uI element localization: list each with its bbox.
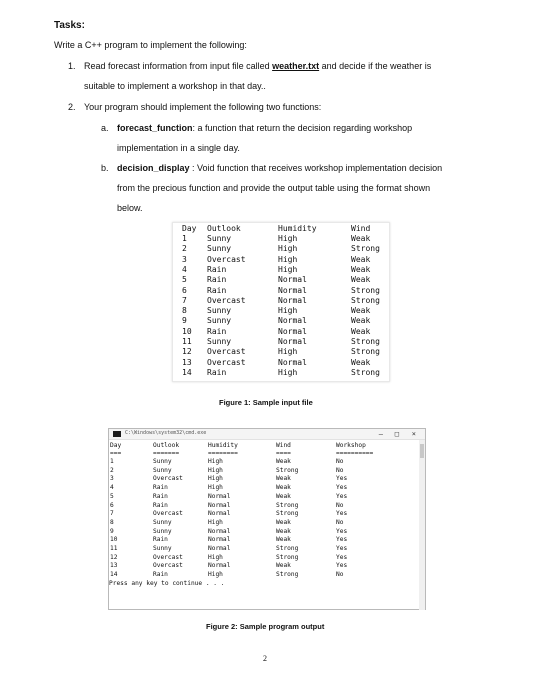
- input-row-4-cell-3: Weak: [351, 264, 371, 274]
- output-row-14-cell-1: Rain: [153, 571, 168, 579]
- output-row-2-cell-4: No: [336, 466, 344, 474]
- input-row-6-cell-2: Normal: [278, 285, 307, 295]
- weather-file-name: weather.txt: [272, 61, 320, 71]
- input-row-5-cell-2: Normal: [278, 275, 307, 285]
- output-row-12-cell-2: High: [208, 553, 223, 561]
- task-1-text-post: and decide if the weather is: [319, 61, 432, 71]
- output-header-row-cell-3: Wind: [276, 442, 291, 449]
- figure-2-caption: Figure 2: Sample program output: [206, 622, 325, 631]
- output-row-13-cell-3: Weak: [276, 562, 291, 570]
- output-row-4-cell-2: High: [208, 484, 223, 492]
- task-2b-line-2: from the precious function and provide the output table using the format shown: [117, 183, 431, 193]
- cmd-icon: [113, 431, 121, 437]
- output-row-12-cell-0: 12: [110, 553, 118, 561]
- tasks-heading: Tasks:: [54, 20, 85, 31]
- figure-1-caption: Figure 1: Sample input file: [219, 398, 313, 407]
- task-2-text: Your program should implement the following two functions:: [84, 102, 322, 112]
- input-row-2-cell-1: Sunny: [207, 244, 232, 254]
- output-row-7-cell-0: 7: [110, 510, 114, 518]
- input-row-1-cell-2: High: [278, 234, 298, 243]
- input-row-8-cell-3: Weak: [351, 306, 371, 316]
- output-row-14-cell-4: No: [336, 571, 344, 579]
- close-button[interactable]: ×: [411, 430, 416, 438]
- output-row-14-cell-0: 14: [110, 571, 118, 579]
- output-row-8-cell-0: 8: [110, 518, 114, 526]
- output-row-3-cell-0: 3: [110, 475, 114, 483]
- output-row-13-cell-2: Normal: [208, 562, 231, 570]
- output-row-1-cell-0: 1: [110, 458, 114, 465]
- input-row-5-cell-0: 5: [182, 275, 187, 285]
- output-row-10-cell-2: Normal: [208, 536, 231, 544]
- task-1: [68, 56, 494, 96]
- output-row-5-cell-1: Rain: [153, 492, 168, 500]
- input-header-row-cell-0: Day: [182, 224, 197, 233]
- input-row-2-cell-2: High: [278, 244, 298, 254]
- input-row-1-cell-3: Weak: [351, 234, 371, 243]
- task-2a-label: a.: [101, 123, 109, 133]
- input-row-4-cell-0: 4: [182, 264, 187, 274]
- output-row-7-cell-2: Normal: [208, 510, 231, 518]
- output-row-12-cell-3: Strong: [276, 553, 299, 561]
- input-row-1-cell-1: Sunny: [207, 234, 232, 243]
- output-row-8-cell-2: High: [208, 518, 223, 526]
- task-1-line-2: suitable to implement a workshop in that day..: [84, 81, 266, 91]
- output-underline-row-cell-4: ==========: [336, 450, 374, 457]
- output-row-7-cell-4: Yes: [336, 510, 348, 518]
- output-row-9-cell-4: Yes: [336, 527, 348, 535]
- input-row-5-cell-3: Weak: [351, 275, 371, 285]
- output-row-9-cell-0: 9: [110, 527, 114, 535]
- output-row-7-cell-3: Strong: [276, 510, 299, 518]
- task-2-number: 2.: [68, 102, 76, 112]
- task-2b-text: : Void function that receives workshop implementation decision: [189, 163, 443, 173]
- output-row-2-cell-3: Strong: [276, 466, 299, 474]
- output-underline-row-cell-1: =======: [153, 450, 180, 457]
- task-1-number: 1.: [68, 61, 76, 71]
- output-row-12-cell-4: Yes: [336, 553, 348, 561]
- output-row-2-cell-0: 2: [110, 466, 114, 474]
- input-row-11-cell-1: Sunny: [207, 337, 232, 346]
- output-row-11-cell-1: Sunny: [153, 545, 172, 552]
- press-any-key-line: Press any key to continue . . .: [109, 579, 225, 587]
- output-row-6-cell-0: 6: [110, 501, 114, 509]
- decision-display-name: decision_display: [117, 163, 190, 173]
- output-row-8-cell-3: Weak: [276, 518, 291, 526]
- output-row-10-cell-4: Yes: [336, 536, 348, 544]
- input-row-2-cell-0: 2: [182, 244, 187, 254]
- task-2b-label: b.: [101, 163, 109, 173]
- task-2a-text: : a function that return the decision regarding workshop: [192, 123, 413, 133]
- input-header-row-cell-3: Wind: [351, 224, 371, 233]
- input-row-8-cell-0: 8: [182, 306, 187, 316]
- output-row-2-cell-1: Sunny: [153, 466, 172, 474]
- output-row-6-cell-4: No: [336, 501, 344, 509]
- input-row-10-cell-2: Normal: [278, 326, 307, 336]
- input-row-14-cell-1: Rain: [207, 367, 227, 377]
- minimize-button[interactable]: –: [378, 430, 383, 438]
- task-1-text-pre: Read forecast information from input file called: [84, 61, 273, 71]
- output-header-row-cell-0: Day: [110, 442, 122, 449]
- input-row-3-cell-0: 3: [182, 254, 187, 264]
- task-2a-line-2: implementation in a single day.: [117, 143, 240, 153]
- task-2a: [101, 118, 489, 158]
- output-row-9-cell-3: Weak: [276, 527, 291, 535]
- input-row-14-cell-2: High: [278, 367, 298, 377]
- output-row-13-cell-1: Overcast: [153, 562, 183, 570]
- input-row-8-cell-2: High: [278, 306, 298, 316]
- output-row-1-cell-2: High: [208, 458, 223, 465]
- input-row-8-cell-1: Sunny: [207, 306, 232, 316]
- maximize-button[interactable]: □: [394, 430, 399, 438]
- input-row-14-cell-3: Strong: [351, 367, 380, 377]
- output-row-11-cell-0: 11: [110, 545, 118, 552]
- output-row-2-cell-2: High: [208, 466, 223, 474]
- output-underline-row-cell-2: ========: [208, 450, 238, 457]
- input-row-9-cell-3: Weak: [351, 316, 371, 326]
- output-row-12-cell-1: Overcast: [153, 553, 183, 561]
- output-row-4-cell-0: 4: [110, 484, 114, 492]
- output-row-14-cell-2: High: [208, 571, 223, 579]
- input-row-7-cell-3: Strong: [351, 295, 380, 305]
- output-row-9-cell-2: Normal: [208, 527, 231, 535]
- output-row-7-cell-1: Overcast: [153, 510, 183, 518]
- scrollbar-thumb[interactable]: [420, 444, 424, 458]
- output-header-row-cell-4: Workshop: [336, 442, 366, 449]
- task-2b: [101, 158, 489, 218]
- output-row-3-cell-4: Yes: [336, 475, 348, 483]
- output-row-6-cell-3: Strong: [276, 501, 299, 509]
- input-row-13-cell-0: 13: [182, 357, 192, 367]
- output-underline-row-cell-0: ===: [110, 450, 122, 457]
- output-row-8-cell-1: Sunny: [153, 518, 172, 526]
- input-row-5-cell-1: Rain: [207, 275, 227, 285]
- output-row-3-cell-1: Overcast: [153, 475, 183, 483]
- input-row-6-cell-1: Rain: [207, 285, 227, 295]
- input-row-13-cell-3: Weak: [351, 357, 371, 367]
- input-row-7-cell-0: 7: [182, 295, 187, 305]
- input-row-9-cell-1: Sunny: [207, 316, 232, 326]
- input-row-4-cell-1: Rain: [207, 264, 227, 274]
- input-row-12-cell-0: 12: [182, 347, 192, 357]
- input-header-row-cell-1: Outlook: [207, 224, 241, 233]
- output-header-row-cell-2: Humidity: [208, 442, 238, 449]
- output-row-11-cell-4: Yes: [336, 545, 348, 552]
- input-row-11-cell-3: Strong: [351, 337, 380, 346]
- input-row-10-cell-0: 10: [182, 326, 192, 336]
- input-row-3-cell-1: Overcast: [207, 254, 246, 264]
- output-row-4-cell-3: Weak: [276, 484, 291, 492]
- input-row-11-cell-2: Normal: [278, 337, 307, 346]
- output-row-3-cell-3: Weak: [276, 475, 291, 483]
- input-row-11-cell-0: 11: [182, 337, 192, 346]
- input-row-12-cell-2: High: [278, 347, 298, 357]
- output-row-3-cell-2: High: [208, 475, 223, 483]
- output-row-4-cell-4: Yes: [336, 484, 348, 492]
- input-row-7-cell-1: Overcast: [207, 295, 246, 305]
- output-row-10-cell-0: 10: [110, 536, 118, 544]
- output-row-8-cell-4: No: [336, 518, 344, 526]
- console-title: C:\Windows\system32\cmd.exe: [125, 430, 207, 436]
- input-row-6-cell-3: Strong: [351, 285, 380, 295]
- output-row-5-cell-0: 5: [110, 492, 114, 500]
- output-row-5-cell-3: Weak: [276, 492, 291, 500]
- intro-text: Write a C++ program to implement the following:: [54, 40, 247, 50]
- input-row-2-cell-3: Strong: [351, 244, 380, 254]
- output-row-1-cell-1: Sunny: [153, 458, 172, 465]
- input-row-10-cell-1: Rain: [207, 326, 227, 336]
- page-number: 2: [263, 654, 267, 663]
- input-row-9-cell-0: 9: [182, 316, 187, 326]
- output-row-13-cell-0: 13: [110, 562, 118, 570]
- console-window: [108, 428, 426, 610]
- output-row-10-cell-1: Rain: [153, 536, 168, 544]
- input-row-12-cell-3: Strong: [351, 347, 380, 357]
- output-row-9-cell-1: Sunny: [153, 527, 172, 535]
- output-row-1-cell-4: No: [336, 458, 344, 465]
- console-title-bar: [109, 429, 425, 440]
- output-row-1-cell-3: Weak: [276, 458, 291, 465]
- input-row-6-cell-0: 6: [182, 285, 187, 295]
- output-row-13-cell-4: Yes: [336, 562, 348, 570]
- output-row-11-cell-2: Normal: [208, 545, 231, 552]
- input-row-9-cell-2: Normal: [278, 316, 307, 326]
- forecast-function-name: forecast_function: [117, 123, 193, 133]
- input-row-7-cell-2: Normal: [278, 295, 307, 305]
- output-row-11-cell-3: Strong: [276, 545, 299, 552]
- input-header-row-cell-2: Humidity: [278, 224, 317, 233]
- output-underline-row-cell-3: ====: [276, 450, 291, 457]
- input-row-10-cell-3: Weak: [351, 326, 371, 336]
- input-row-13-cell-1: Overcast: [207, 357, 246, 367]
- output-row-6-cell-1: Rain: [153, 501, 168, 509]
- output-row-5-cell-4: Yes: [336, 492, 348, 500]
- input-row-12-cell-1: Overcast: [207, 347, 246, 357]
- input-row-13-cell-2: Normal: [278, 357, 307, 367]
- input-row-3-cell-3: Weak: [351, 254, 371, 264]
- output-row-5-cell-2: Normal: [208, 492, 231, 500]
- input-row-3-cell-2: High: [278, 254, 298, 264]
- input-row-14-cell-0: 14: [182, 367, 192, 377]
- output-header-row-cell-1: Outlook: [153, 442, 180, 449]
- output-row-4-cell-1: Rain: [153, 484, 168, 492]
- output-row-10-cell-3: Weak: [276, 536, 291, 544]
- output-row-6-cell-2: Normal: [208, 501, 231, 509]
- input-row-1-cell-0: 1: [182, 234, 187, 243]
- input-row-4-cell-2: High: [278, 264, 298, 274]
- task-2: [68, 97, 494, 117]
- output-row-14-cell-3: Strong: [276, 571, 299, 579]
- sample-input-file-table: [172, 222, 390, 382]
- task-2b-line-3: below.: [117, 203, 143, 213]
- console-scrollbar[interactable]: [419, 440, 425, 610]
